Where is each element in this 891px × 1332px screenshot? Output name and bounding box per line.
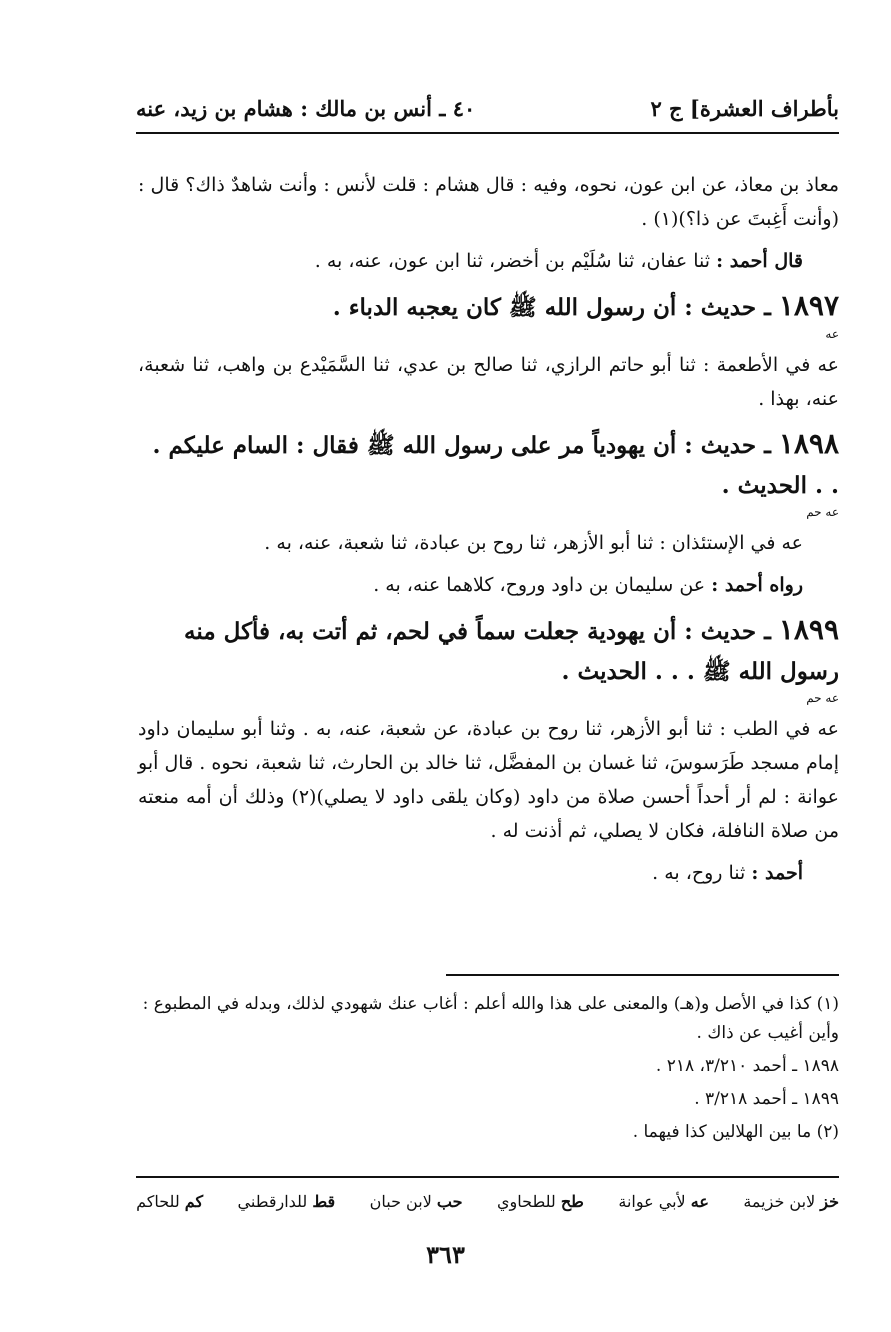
paragraph: عه في الطب : ثنا أبو الأزهر، ثنا روح بن عبادة، عن شعبة، عنه، به . وثنا أبو سليمان داود إمام مسجد طَرَسوسَ، ثنا غسان بن المفضَّل، ثنا خالد بن الحارث، ثنا شعبة، نحوه . قال أبو عوانة : لم أر أحداً أحسن صلاة من داود (وكان يلقى داود لا يصلي)(٢) وذلك أن أمه منعته من صلاة النافلة، فكان لا يصلي، ثم أذنت له . bbox=[138, 718, 839, 842]
page-number: ٣٦٣ bbox=[426, 1240, 465, 1269]
abbrev-item: قط للدارقطني bbox=[237, 1192, 336, 1211]
paragraph: معاذ بن معاذ، عن ابن عون، نحوه، وفيه : قال هشام : قلت لأنس : وأنت شاهدٌ ذاك؟ قال : (وأنت أَغِبتَ عن ذا؟)(١) . bbox=[138, 174, 839, 230]
paragraph-text: عن سليمان بن داود وروح، كلاهما عنه، به . bbox=[373, 574, 712, 596]
reference-1899: ١٨٩٩ ـ أحمد ٣/٢١٨ . bbox=[694, 1089, 839, 1109]
hadith-number: ١٨٩٨ bbox=[778, 427, 839, 460]
abbreviation-key bbox=[136, 1192, 839, 1211]
hadith-signature: عه bbox=[825, 327, 839, 341]
footnotes bbox=[138, 990, 839, 1151]
source-label: رواه أحمد : bbox=[711, 574, 803, 596]
source-label: قال أحمد : bbox=[716, 250, 803, 272]
footnote-1: (١) كذا في الأصل و(هـ) والمعنى على هذا والله أعلم : أغاب عنك شهودي لذلك، وبدله في المطبوع : وأين أغيب عن ذاك . bbox=[142, 994, 839, 1043]
footnote-rule bbox=[446, 974, 839, 976]
footnote-2: (٢) ما بين الهلالين كذا فيهما . bbox=[632, 1122, 839, 1142]
hadith-1897 bbox=[138, 286, 839, 340]
abbrev-item: خز لابن خزيمة bbox=[743, 1192, 839, 1211]
paragraph: عه في الأطعمة : ثنا أبو حاتم الرازي، ثنا صالح بن عدي، ثنا السَّمَيْدع بن واهب، ثنا شعبة، عنه، بهذا . bbox=[138, 354, 839, 410]
hadith-signature: عه حم bbox=[806, 505, 839, 519]
hadith-1898 bbox=[138, 424, 839, 518]
abbrev-item: كم للحاكم bbox=[136, 1192, 204, 1211]
hadith-number: ١٨٩٧ bbox=[778, 289, 839, 322]
hadith-1899 bbox=[138, 610, 839, 704]
hadith-text: ـ حديث : أن يهودياً مر على رسول الله ﷺ فقال : السام عليكم . . . الحديث . bbox=[152, 432, 839, 499]
hadith-number: ١٨٩٩ bbox=[778, 613, 839, 646]
header-chapter: ٤٠ ـ أنس بن مالك : هشام بن زيد، عنه bbox=[136, 95, 476, 121]
paragraph bbox=[138, 244, 839, 278]
main-text bbox=[138, 168, 839, 898]
paragraph bbox=[138, 856, 839, 890]
paragraph bbox=[138, 568, 839, 602]
paragraph-text: ثنا عفان، ثنا سُلَيْم بن أخضر، ثنا ابن عون، عنه، به . bbox=[314, 250, 717, 272]
header-volume: بأطراف العشرة] ج ٢ bbox=[650, 95, 839, 121]
reference-1898: ١٨٩٨ ـ أحمد ٣/٢١٠، ٢١٨ . bbox=[655, 1056, 839, 1076]
source-label: أحمد : bbox=[751, 862, 803, 884]
running-header bbox=[136, 88, 839, 128]
paragraph-text: ثنا روح، به . bbox=[652, 862, 752, 884]
hadith-text: ـ حديث : أن رسول الله ﷺ كان يعجبه الدباء . bbox=[332, 294, 779, 321]
hadith-text: ـ حديث : أن يهودية جعلت سماً في لحم، ثم أتت به، فأكل منه رسول الله ﷺ . . . الحديث . bbox=[184, 618, 839, 685]
abbrev-item: عه لأبي عوانة bbox=[618, 1192, 709, 1211]
abbrev-item: طح للطحاوي bbox=[496, 1192, 584, 1211]
header-rule bbox=[136, 132, 839, 134]
abbrev-item: حب لابن حبان bbox=[369, 1192, 463, 1211]
hadith-signature: عه حم bbox=[806, 691, 839, 705]
paragraph: عه في الإستئذان : ثنا أبو الأزهر، ثنا روح بن عبادة، ثنا شعبة، عنه، به . bbox=[264, 532, 803, 554]
footer-rule bbox=[136, 1176, 839, 1178]
